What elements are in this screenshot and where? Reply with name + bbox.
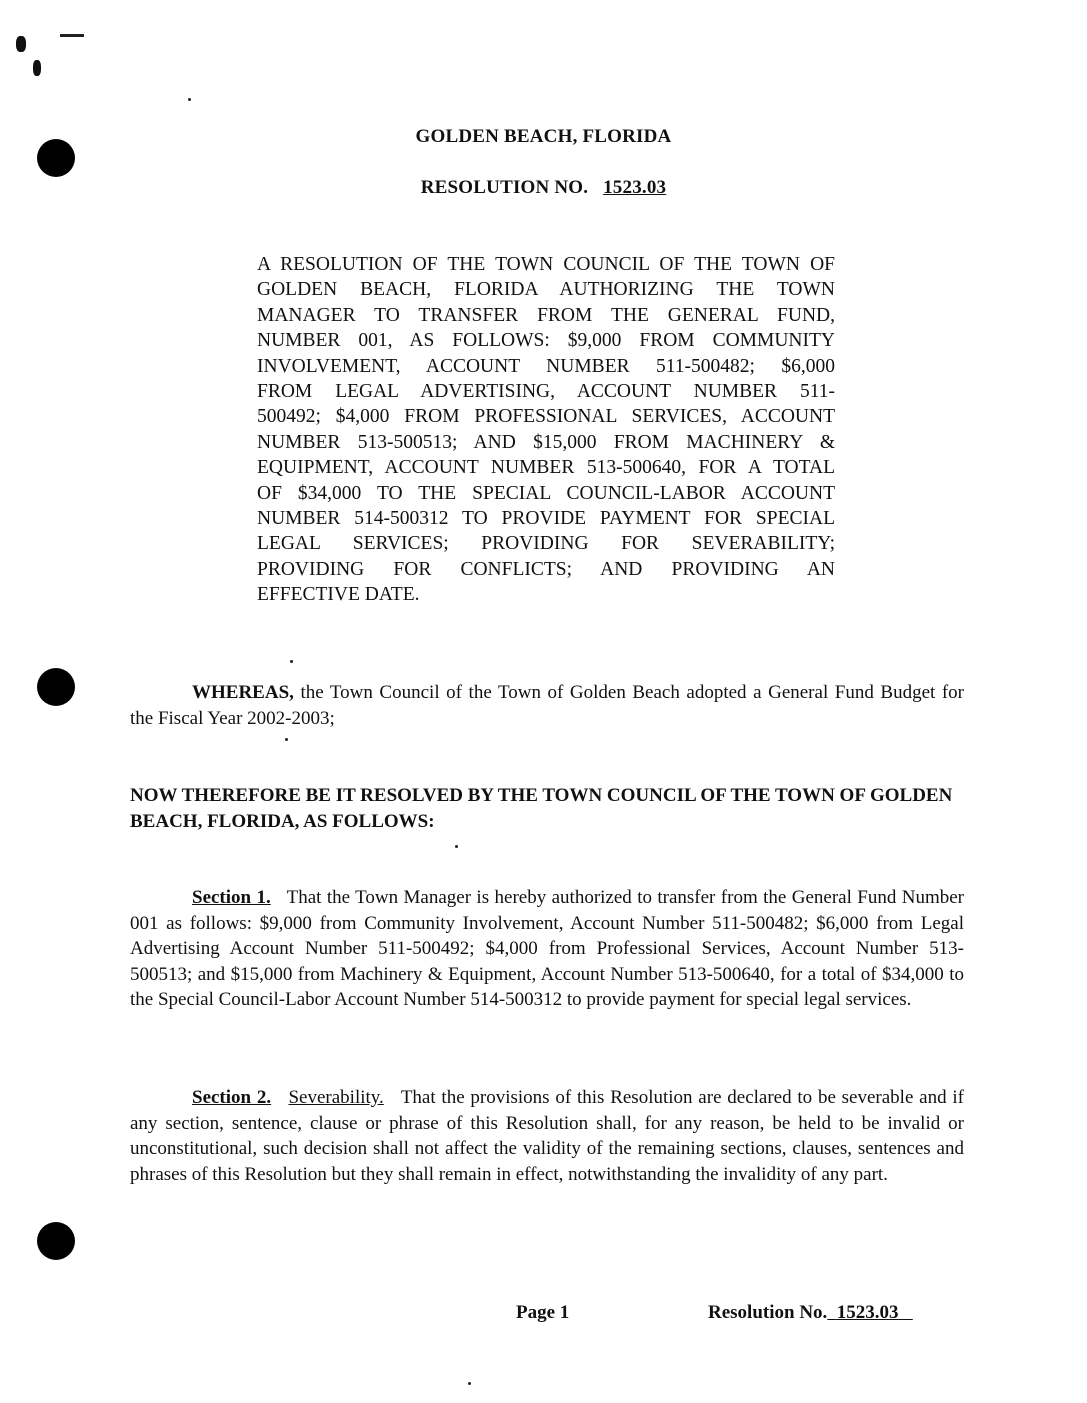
resolution-label: RESOLUTION NO.	[420, 177, 589, 198]
scan-smudge-icon	[16, 36, 26, 52]
scan-smudge-icon	[33, 60, 41, 76]
whereas-text: the Town Council of the Town of Golden Beach adopted a General Fund Budget for the Fiscal Year 2002-2003;	[130, 682, 964, 729]
resolution-caption	[257, 252, 835, 608]
caption-line: GOLDEN BEACH, FLORIDA AUTHORIZING THE TOWN	[257, 279, 835, 301]
caption-line: INVOLVEMENT, ACCOUNT NUMBER 511-500482; $6,000	[257, 355, 835, 377]
section-2-subheading: Severability.	[288, 1087, 384, 1108]
caption-line: 500492; $4,000 FROM PROFESSIONAL SERVICES, ACCOUNT	[257, 406, 835, 428]
caption-line: NUMBER 514-500312 TO PROVIDE PAYMENT FOR SPECIAL	[257, 508, 835, 530]
caption-line: LEGAL SERVICES; PROVIDING FOR SEVERABILITY;	[257, 533, 835, 555]
footer-resolution-label: Resolution No.	[708, 1302, 828, 1323]
scan-speck	[455, 845, 458, 848]
caption-line: NUMBER 513-500513; AND $15,000 FROM MACHINERY &	[257, 431, 835, 453]
section-2	[130, 1085, 964, 1187]
section-2-text: That the provisions of this Resolution are declared to be severable and if any section, sentence, clause or phrase of this Resolution shall, for any reason, be held to be invalid or unconstitutional, such decision shall not affect the validity of the remaining sections, clauses, sentences and phrases of this Resolution but they shall remain in effect, notwithstanding the invalidity of any part.	[130, 1087, 964, 1185]
caption-line: EQUIPMENT, ACCOUNT NUMBER 513-500640, FOR A TOTAL	[257, 457, 835, 479]
resolution-number: 1523.03	[603, 177, 667, 198]
section-1-heading: Section 1.	[192, 887, 271, 908]
whereas-clause	[130, 680, 964, 731]
scan-smudge-icon	[60, 34, 84, 37]
section-2-heading: Section 2.	[192, 1087, 272, 1108]
resolved-clause: NOW THEREFORE BE IT RESOLVED BY THE TOWN COUNCIL OF THE TOWN OF GOLDEN BEACH, FLORIDA, AS FOLLOWS:	[130, 785, 953, 832]
town-title: GOLDEN BEACH, FLORIDA	[415, 126, 672, 147]
section-1	[130, 885, 964, 1013]
scan-speck	[188, 98, 191, 101]
whereas-lead: WHEREAS,	[192, 682, 294, 703]
caption-line: NUMBER 001, AS FOLLOWS: $9,000 FROM COMMUNITY	[257, 330, 835, 352]
caption-line: FROM LEGAL ADVERTISING, ACCOUNT NUMBER 511-	[257, 381, 835, 403]
section-1-text: That the Town Manager is hereby authorized to transfer from the General Fund Number 001 as follows: $9,000 from Community Involvement, Account Number 511-500482; $6,000 from Legal Advertising Account Number 511-500492; $4,000 from Professional Services, Account Number 513-500513; and $15,000 from Machinery & Equipment, Account Number 513-500640, for a total of $34,000 to the Special Council-Labor Account Number 514-500312 to provide payment for special legal services.	[130, 887, 964, 1010]
scan-speck	[285, 738, 288, 741]
footer-resolution	[708, 1302, 913, 1324]
caption-line: OF $34,000 TO THE SPECIAL COUNCIL-LABOR ACCOUNT	[257, 482, 835, 504]
punch-hole-middle	[37, 668, 75, 706]
caption-line: A RESOLUTION OF THE TOWN COUNCIL OF THE TOWN OF	[257, 254, 835, 275]
scan-speck	[468, 1382, 471, 1385]
scan-speck	[290, 660, 293, 663]
caption-line: MANAGER TO TRANSFER FROM THE GENERAL FUND,	[257, 304, 835, 326]
resolution-title	[0, 177, 1087, 199]
caption-line: PROVIDING FOR CONFLICTS; AND PROVIDING AN	[257, 558, 835, 580]
caption-line: EFFECTIVE DATE.	[257, 584, 420, 606]
punch-hole-bottom	[37, 1222, 75, 1260]
page-number: Page 1	[516, 1302, 570, 1323]
footer-resolution-number: 1523.03	[836, 1302, 899, 1323]
